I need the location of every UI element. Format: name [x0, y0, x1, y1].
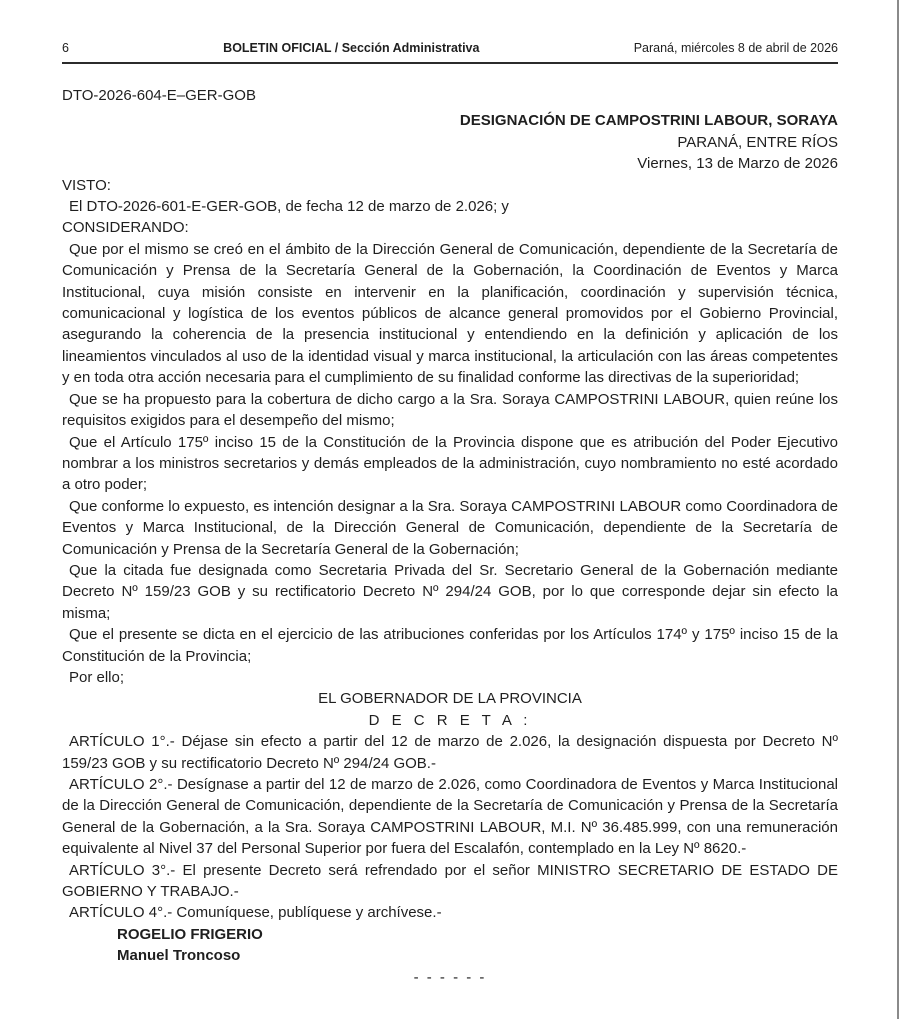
- decree-title: DESIGNACIÓN DE CAMPOSTRINI LABOUR, SORAYA: [459, 112, 838, 130]
- considerando-paragraph: Que conforme lo expuesto, es intención designar a la Sra. Soraya CAMPOSTRINI LABOUR como Coordinadora de Eventos y Marca Institucional, de la Dirección General de Comunicación, dependiente de la Secretaría de Comunicación y Prensa de la Secretaría General de la Gobernación;: [62, 497, 838, 558]
- article-paragraph: ARTÍCULO 3°.- El presente Decreto será refrendado por el señor MINISTRO SECRETARIO DE ESTADO DE GOBIERNO Y TRABAJO.-: [62, 861, 838, 901]
- considerando-label: CONSIDERANDO:: [62, 219, 189, 237]
- page-right-border: [897, 0, 899, 1019]
- decree-place: PARANÁ, ENTRE RÍOS: [677, 133, 838, 151]
- decree-body: [62, 85, 838, 988]
- signature-secretary: Manuel Troncoso: [117, 947, 241, 965]
- governor-heading: EL GOBERNADOR DE LA PROVINCIA: [318, 690, 582, 708]
- header-divider: [62, 62, 838, 64]
- article-paragraph: ARTÍCULO 2°.- Desígnase a partir del 12 de marzo de 2.026, como Coordinadora de Eventos y Marca Institucional de la Dirección General de Comunicación, dependiente de la Secretaría de Comunicación y Prensa de la Secretaría General de la Gobernación, a la Sra. Soraya CAMPOSTRINI LABOUR, M.I. Nº 36.485.999, con una remuneración equivalente al Nivel 37 del Personal Superior por fuera del Escalafón, contemplado en la Ley Nº 8620.-: [62, 776, 838, 858]
- considerando-paragraph: Que por el mismo se creó en el ámbito de la Dirección General de Comunicación, dependiente de la Secretaría de Comunicación y Prensa de la Secretaría General de la Gobernación, la Coordinación de Eventos y Marca Institucional, cuya misión consiste en intervenir en la planificación, coordinación y supervisión técnica, comunicacional y logística de los eventos públicos de alcance general promovidos por el Gobierno Provincial, asegurando la coherencia de la presencia institucional y entendiendo en la definición y aplicación de los lineamientos vinculados al uso de la identidad visual y marca institucional, la articulación con las áreas competentes y en toda otra acción necesaria para el cumplimiento de su finalidad conforme las directivas de la superioridad;: [62, 240, 838, 387]
- considerando-paragraph: Que el presente se dicta en el ejercicio de las atribuciones conferidas por los Artículos 174º y 175º inciso 15 de la Constitución de la Provincia;: [62, 626, 838, 665]
- end-separator: - - - - - -: [413, 968, 487, 986]
- article-paragraph: ARTÍCULO 1°.- Déjase sin efecto a partir del 12 de marzo de 2.026, la designación dispuesta por Decreto Nº 159/23 GOB y su rectificatorio Decreto Nº 294/24 GOB.-: [62, 733, 838, 772]
- page-header: [62, 40, 838, 56]
- decree-title-block: [62, 110, 838, 174]
- decreta-heading: D E C R E T A :: [368, 711, 532, 729]
- page-number: 6: [62, 41, 69, 55]
- header-date: Paraná, miércoles 8 de abril de 2026: [633, 41, 838, 55]
- visto-text: El DTO-2026-601-E-GER-GOB, de fecha 12 de marzo de 2.026; y: [69, 198, 509, 216]
- article-paragraph: ARTÍCULO 4°.- Comuníquese, publíquese y archívese.-: [69, 904, 442, 922]
- por-ello-line: Por ello;: [69, 668, 125, 686]
- considerando-paragraph: Que se ha propuesto para la cobertura de dicho cargo a la Sra. Soraya CAMPOSTRINI LABOUR, quien reúne los requisitos exigidos para el desempeño del mismo;: [62, 390, 838, 430]
- header-section-title: BOLETIN OFICIAL / Sección Administrativa: [223, 41, 480, 55]
- considerando-paragraph: Que el Artículo 175º inciso 15 de la Constitución de la Provincia dispone que es atribución del Poder Ejecutivo nombrar a los ministros secretarios y demás empleados de la administración, cuyo nombramiento no esté acordado a otro poder;: [62, 433, 838, 494]
- considerando-paragraph: Que la citada fue designada como Secretaria Privada del Sr. Secretario General de la Gobernación mediante Decreto Nº 159/23 GOB y su rectificatorio Decreto Nº 294/24 GOB, por lo que corresponde dejar sin efecto la misma;: [62, 561, 838, 622]
- signature-governor: ROGELIO FRIGERIO: [117, 925, 263, 943]
- decree-code: DTO-2026-604-E–GER-GOB: [62, 87, 256, 104]
- visto-label: VISTO:: [62, 176, 111, 194]
- decree-date: Viernes, 13 de Marzo de 2026: [637, 155, 838, 173]
